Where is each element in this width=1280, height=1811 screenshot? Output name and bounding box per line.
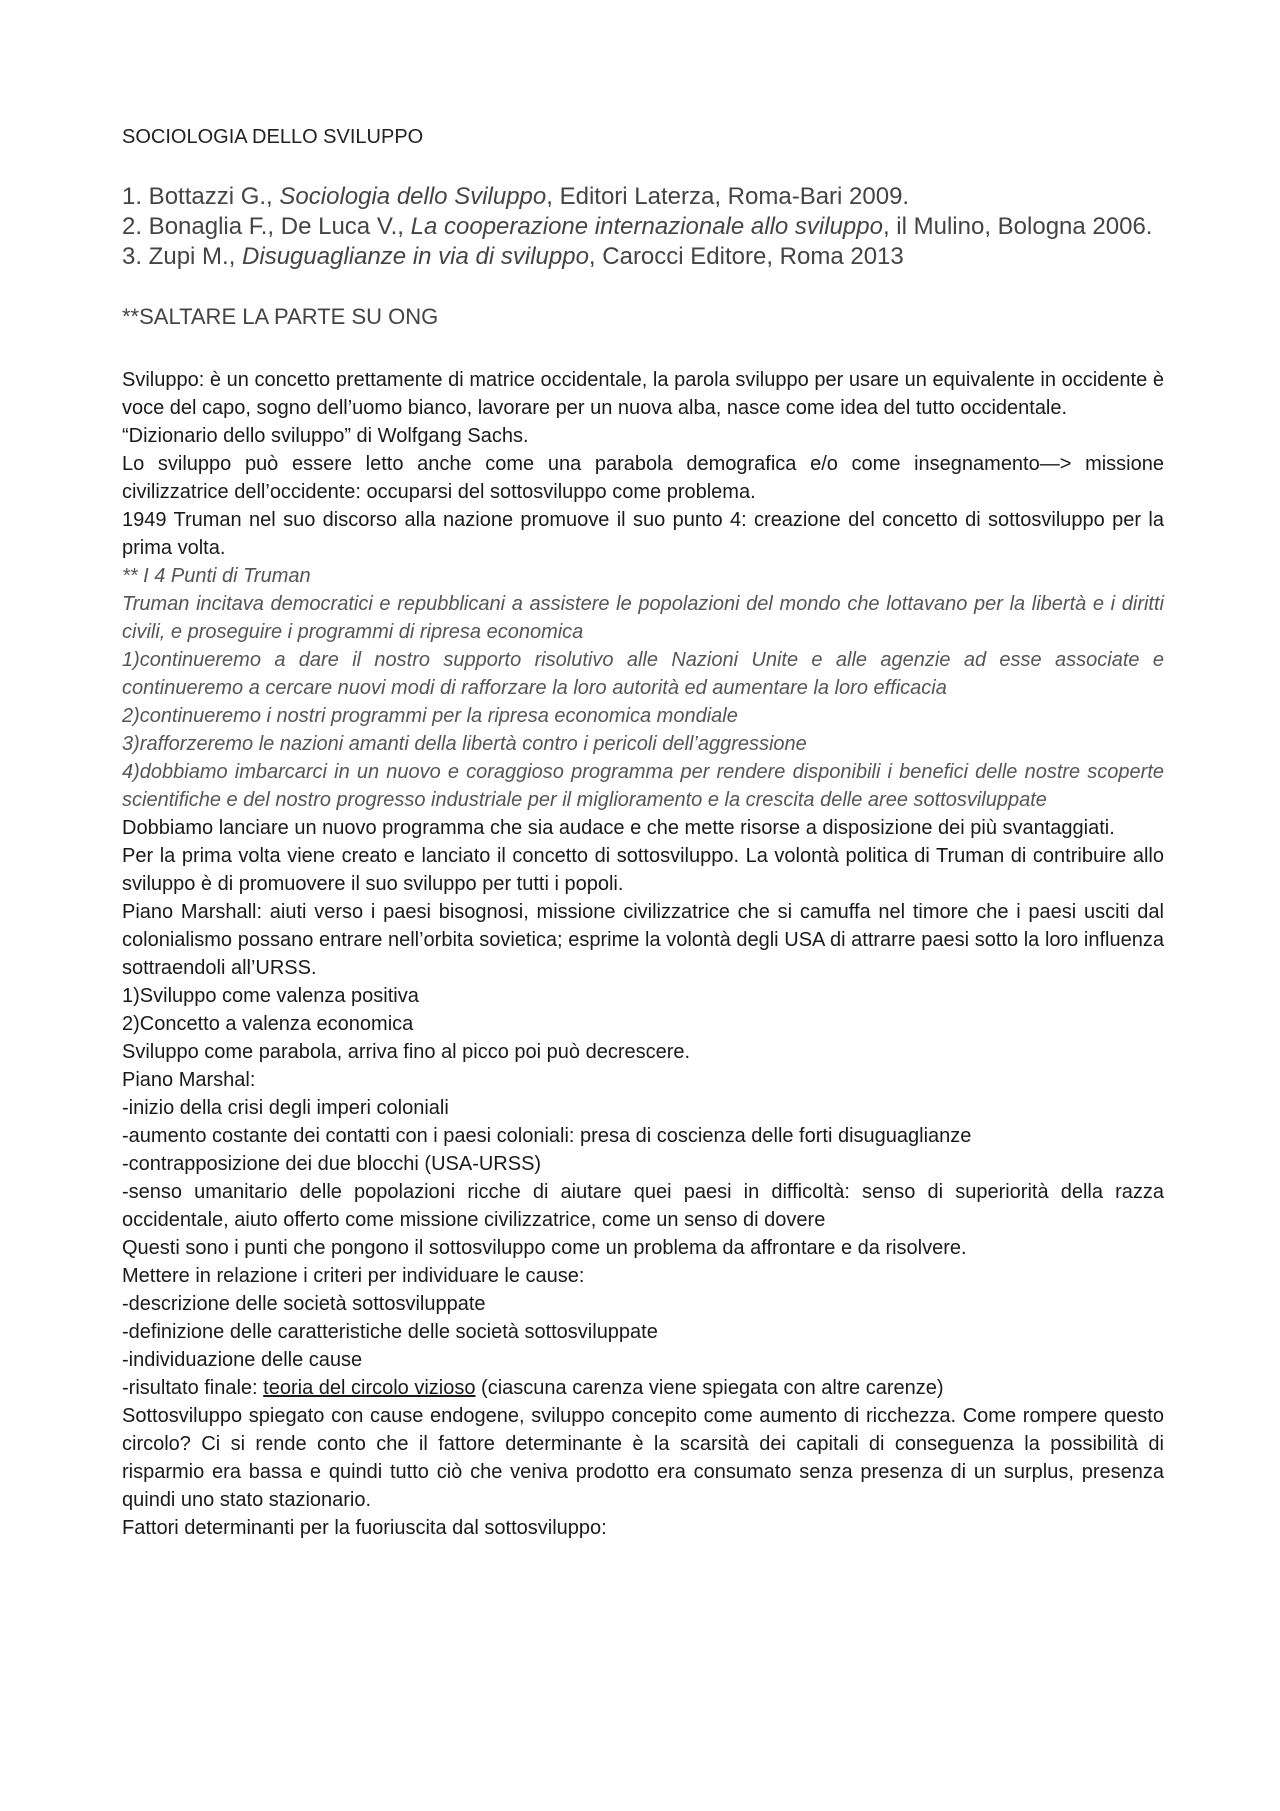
paragraph: Lo sviluppo può essere letto anche come una parabola demografica e/o come insegnamento—> missione civilizzatrice dell’occidente: occuparsi del sottosviluppo come problema.	[122, 453, 1164, 503]
list-item: -contrapposizione dei due blocchi (USA-URSS)	[122, 1153, 542, 1175]
paragraph: 1)Sviluppo come valenza positiva	[122, 985, 419, 1007]
reference-item: 1. Bottazzi G., Sociologia dello Sviluppo, Editori Laterza, Roma-Bari 2009.	[122, 183, 910, 210]
paragraph: Fattori determinanti per la fuoriuscita dal sottosviluppo:	[122, 1517, 607, 1539]
paragraph: 2)Concetto a valenza economica	[122, 1013, 414, 1035]
reference-item: 3. Zupi M., Disuguaglianze in via di sviluppo, Carocci Editore, Roma 2013	[122, 243, 904, 270]
document-title: SOCIOLOGIA DELLO SVILUPPO	[122, 126, 424, 148]
paragraph: Mettere in relazione i criteri per individuare le cause:	[122, 1265, 585, 1287]
list-item: -aumento costante dei contatti con i paesi coloniali: presa di coscienza delle forti disuguaglianze	[122, 1125, 972, 1147]
list-item: -senso umanitario delle popolazioni ricche di aiutare quei paesi in difficoltà: senso di superiorità della razza occidentale, aiuto offerto come missione civilizzatrice, come un senso di dovere	[122, 1181, 1164, 1231]
list-item: -descrizione delle società sottosviluppate	[122, 1293, 486, 1315]
paragraph: Piano Marshal:	[122, 1069, 256, 1091]
paragraph: Per la prima volta viene creato e lanciato il concetto di sottosviluppo. La volontà politica di Truman di contribuire allo sviluppo è di promuovere il suo sviluppo per tutti i popoli.	[122, 845, 1164, 895]
underlined-term: teoria del circolo vizioso	[263, 1377, 476, 1399]
reference-item: 2. Bonaglia F., De Luca V., La cooperazione internazionale allo sviluppo, il Mulino, Bologna 2006.	[122, 213, 1153, 240]
list-item: -definizione delle caratteristiche delle società sottosviluppate	[122, 1321, 658, 1343]
italic-paragraph: 1)continueremo a dare il nostro supporto risolutivo alle Nazioni Unite e alle agenzie ad esse associate e continueremo a cercare nuovi modi di rafforzare la loro autorità ed aumentare la loro efficacia	[122, 649, 1164, 699]
italic-heading: ** I 4 Punti di Truman	[122, 565, 311, 587]
paragraph: Sviluppo come parabola, arriva fino al picco poi può decrescere.	[122, 1041, 691, 1063]
skip-note: **SALTARE LA PARTE SU ONG	[122, 304, 439, 329]
paragraph: Sottosviluppo spiegato con cause endogene, sviluppo concepito come aumento di ricchezza. Come rompere questo circolo? Ci si rende conto che il fattore determinante è la scarsità dei capitali di conseguenza la possibilità di risparmio era bassa e quindi tutto ciò che veniva prodotto era consumato senza presenza di un surplus, presenza quindi uno stato stazionario.	[122, 1405, 1164, 1511]
paragraph: “Dizionario dello sviluppo” di Wolfgang Sachs.	[122, 425, 529, 447]
paragraph: Sviluppo: è un concetto prettamente di matrice occidentale, la parola sviluppo per usare un equivalente in occidente è voce del capo, sogno dell’uomo bianco, lavorare per un nuova alba, nasce come idea del tutto occidentale.	[122, 369, 1164, 419]
references-list	[122, 182, 1164, 272]
italic-paragraph: 3)rafforzeremo le nazioni amanti della libertà contro i pericoli dell’aggressione	[122, 733, 807, 755]
italic-paragraph: 4)dobbiamo imbarcarci in un nuovo e coraggioso programma per rendere disponibili i benefici delle nostre scoperte scientifiche e del nostro progresso industriale per il miglioramento e la crescita delle aree sottosviluppate	[122, 761, 1164, 811]
paragraph: Questi sono i punti che pongono il sottosviluppo come un problema da affrontare e da risolvere.	[122, 1237, 967, 1259]
italic-paragraph: 2)continueremo i nostri programmi per la ripresa economica mondiale	[122, 705, 738, 727]
paragraph: 1949 Truman nel suo discorso alla nazione promuove il suo punto 4: creazione del concetto di sottosviluppo per la prima volta.	[122, 509, 1164, 559]
italic-paragraph: Truman incitava democratici e repubblicani a assistere le popolazioni del mondo che lottavano per la libertà e i diritti civili, e proseguire i programmi di ripresa economica	[122, 593, 1164, 643]
body-text	[122, 366, 1164, 1542]
list-item: -risultato finale: teoria del circolo vizioso (ciascuna carenza viene spiegata con altre carenze)	[122, 1377, 944, 1399]
document-page	[122, 122, 1164, 1542]
list-item: -individuazione delle cause	[122, 1349, 363, 1371]
paragraph: Dobbiamo lanciare un nuovo programma che sia audace e che mette risorse a disposizione dei più svantaggiati.	[122, 817, 1115, 839]
list-item: -inizio della crisi degli imperi coloniali	[122, 1097, 449, 1119]
paragraph: Piano Marshall: aiuti verso i paesi bisognosi, missione civilizzatrice che si camuffa nel timore che i paesi usciti dal colonialismo possano entrare nell’orbita sovietica; esprime la volontà degli USA di attrarre paesi sotto la loro influenza sottraendoli all’URSS.	[122, 901, 1164, 979]
